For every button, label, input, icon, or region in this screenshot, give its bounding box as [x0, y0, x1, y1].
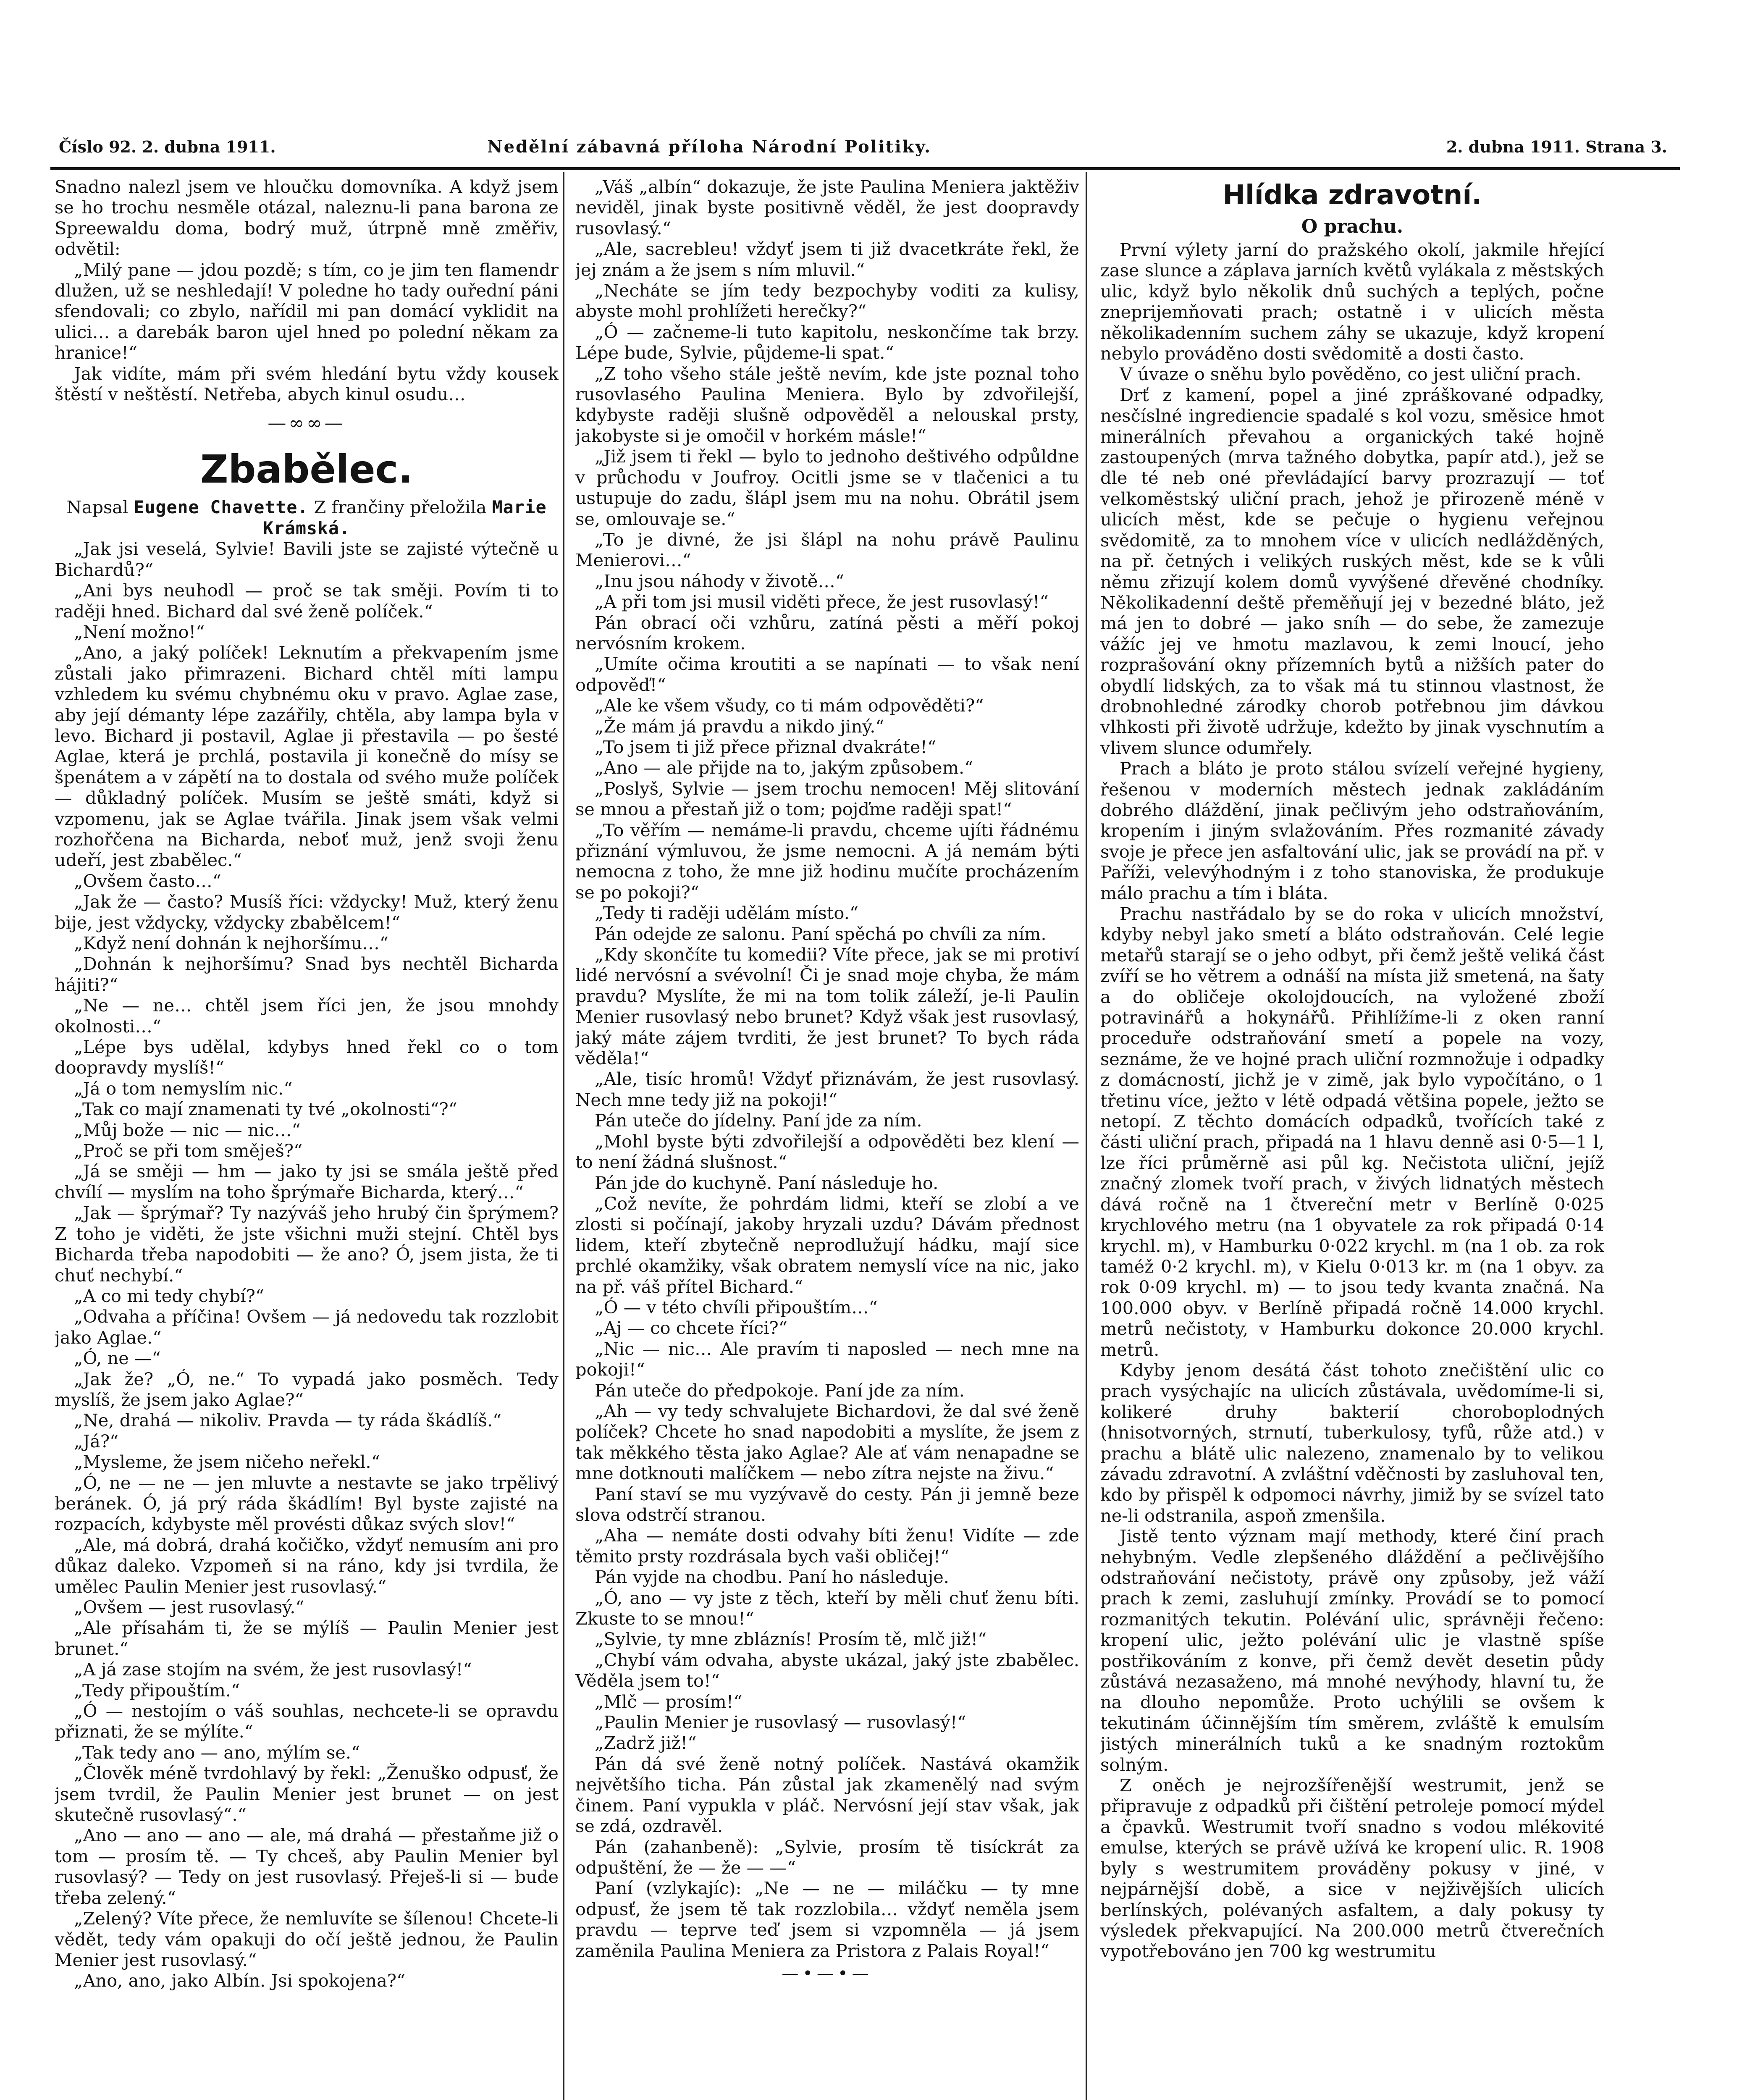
- byline: [55, 497, 559, 538]
- paragraph: „Ó — nestojím o váš souhlas, nechcete-li se opravdu přiznati, že se mýlíte.“: [55, 1701, 559, 1742]
- paragraph: Pán obrací oči vzhůru, zatíná pěsti a měří pokoj nervósním krokem.: [575, 612, 1079, 654]
- paragraph: „Tedy připouštím.“: [74, 1680, 240, 1701]
- byline-prefix: Napsal: [66, 497, 129, 518]
- paragraph: Paní staví se mu vyzývavě do cesty. Pán ji jemně beze slova odstrčí stranou.: [575, 1483, 1079, 1525]
- paragraph: „Mysleme, že jsem ničeho neřekl.“: [74, 1452, 380, 1473]
- section-title: Hlídka zdravotní.: [1223, 180, 1482, 211]
- ornament-divider: —∞∞—: [268, 412, 346, 434]
- paragraph: „Inu jsou náhody v životě…“: [595, 570, 845, 591]
- paragraph: Jistě tento význam mají methody, které činí prach nehybným. Vedle zlepšeného dláždění a pečlivějšího odstraňování nečistoty, právě ony způsoby, jež váží prach k zemi, zasluhují zmínky. Provádí se to pomocí rozmanitých tekutin. Polévání ulic, správněji řečeno: kropení ulic, ježto polévání ulic je vlastně spíše postřikováním z konve, při čemž devět desetin půdy zůstává nezasaženo, má mnohé nevýhody, hlavní tu, že na dlouho nepomůže. Proto uchýlili se ovšem k tekutinám účinnějším tím směrem, zvláště k emulsím jistých minerálních tuků a ke snadným roztokům solným.: [1100, 1526, 1604, 1775]
- paragraph: Z oněch je nejrozšířenější westrumit, jenž se připravuje z odpadků při čištění petroleje pomocí mýdel a čpavků. Westrumit tvoří snadno s vodou mlékovité emulse, kterých se právě užívá ke kropení ulic. R. 1908 byly s westrumitem prováděny pokusy v jiné, v nejpárnější době, a sice v nejživějších ulicích berlínských, polévaných asfaltem, a daly pokusy ty výsledek překvapující. Na 200.000 metrů čtverečních vypotřebováno jen 700 kg westrumitu: [1100, 1775, 1604, 1962]
- issue-info: Číslo 92. 2. dubna 1911.: [59, 137, 276, 156]
- paragraph: Pán uteče do předpokoje. Paní jde za ním.: [595, 1380, 965, 1401]
- paragraph: „Ó, ne —“: [74, 1348, 161, 1369]
- paragraph: „Můj bože — nic — nic…“: [74, 1119, 301, 1140]
- paragraph: „Ah — vy tedy schvalujete Bichardovi, že dal své ženě políček? Chcete ho snad napodobiti a myslíte, že jsem z tak měkkého těsta jako Aglae? Ale ať vám nenapadne se mne dotknouti malíčkem — nebo zítra nejste na živu.“: [575, 1400, 1079, 1484]
- column-2: [575, 176, 1079, 2100]
- column-3: [1100, 176, 1604, 2100]
- paragraph: „Sylvie, ty mne zbláznís! Prosím tě, mlč již!“: [595, 1629, 987, 1650]
- column-divider: [563, 172, 564, 2100]
- paragraph: „Mlč — prosím!“: [595, 1691, 742, 1712]
- paragraph: „To je divné, že jsi šlápl na nohu právě Paulinu Menierovi…“: [575, 529, 1079, 571]
- paragraph: „Zadrž již!“: [595, 1732, 697, 1754]
- paragraph: „Lépe bys udělal, kdybys hned řekl co o tom doopravdy myslíš!“: [55, 1037, 559, 1078]
- paragraph: „Já o tom nemyslím nic.“: [74, 1078, 293, 1099]
- paragraph: „To věřím — nemáme-li pravdu, chceme ujíti řádnému přiznání výmluvou, že jsme nemocni. A já nemám býti nemocna z toho, že mne již hodinu mučíte procházením se po pokoji?“: [575, 819, 1079, 903]
- paragraph: Pán (zahanbeně): „Sylvie, prosím tě tisíckrát za odpuštění, že — že — —“: [575, 1836, 1079, 1878]
- paragraph: Paní (vzlykajíc): „Ne — ne — miláčku — ty mne odpusť, že jsem tě tak rozzlobila… vždyť neměla jsem pravdu — teprve teď jsem si vzpomněla — já jsem zaměnila Paulina Meniera za Pristora z Palais Royal!“: [575, 1878, 1079, 1961]
- paragraph: „Ne, drahá — nikoliv. Pravda — ty ráda škádlíš.“: [74, 1410, 502, 1431]
- paragraph: „Ano, ano, jako Albín. Jsi spokojena?“: [74, 1970, 406, 1991]
- paragraph: „Dohnán k nejhoršímu? Snad bys nechtěl Bicharda hájiti?“: [55, 953, 559, 995]
- paragraph: „Mohl byste býti zdvořilejší a odpověděti bez klení — to není žádná slušnost.“: [575, 1131, 1079, 1173]
- paragraph: Prach a bláto je proto stálou svízelí veřejné hygieny, řešenou v moderních městech jednak zakládáním dobrého dláždění, jinak pečlivým jeho odstraňováním, kropením i jiným svlažováním. Přes rozmanité závady svoje je přece jen asfaltování ulic, jak se provádí na př. v Paříži, velevýhodným i z toho stanoviska, že produkuje málo prachu a tím i bláta.: [1100, 758, 1604, 903]
- paragraph: „Když není dohnán k nejhoršímu…“: [74, 933, 389, 953]
- paragraph: „Ó, ne — ne — jen mluvte a nestavte se jako trpělivý beránek. Ó, já prý ráda škádlím! Byl byste zajisté na rozpacích, kdybyste měl provésti důkaz svých slov!“: [55, 1472, 559, 1535]
- paragraph: „Tedy ti raději udělám místo.“: [595, 903, 859, 924]
- paragraph: Pán vyjde na chodbu. Paní ho následuje.: [595, 1567, 950, 1588]
- paragraph: „Kdy skončíte tu komedii? Víte přece, jak se mi protiví lidé nervósní a svévolní! Či je snad moje chyba, že mám pravdu? Myslíte, že mi na tom tolik záleží, je-li Paulin Menier rusovlasý nebo brunet? Když však jest rusovlasý, jaký máte zájem tvrditi, že jest brunet? To bych ráda věděla!“: [575, 944, 1079, 1069]
- paragraph: „A co mi tedy chybí?“: [74, 1285, 265, 1306]
- paragraph: „Ó — v této chvíli připouštím…“: [595, 1297, 878, 1318]
- end-ornament: —•—•—: [782, 1964, 873, 1983]
- paragraph: Pán jde do kuchyně. Paní následuje ho.: [595, 1172, 939, 1193]
- paragraph: „Proč se při tom směješ?“: [74, 1140, 303, 1161]
- article-text: [1100, 239, 1604, 1962]
- author: Eugene Chavette.: [134, 497, 309, 518]
- paragraph: „Ovšem — jest rusovlasý.“: [74, 1597, 304, 1617]
- paragraph: „Ale, tisíc hromů! Vždyť přiznávám, že jest rusovlasý. Nech mne tedy již na pokoji!“: [575, 1068, 1079, 1110]
- publication-title: Nedělní zábavná příloha Národní Politiky.: [487, 137, 931, 157]
- header-rule: [50, 167, 1680, 170]
- story-title: Zbabělec.: [200, 447, 413, 492]
- paragraph: „A při tom jsi musil viděti přece, že jest rusovlasý!“: [595, 591, 1049, 612]
- paragraph: „Ale ke všem všudy, co ti mám odpověděti?“: [595, 695, 984, 716]
- paragraph: „Aha — nemáte dosti odvahy bíti ženu! Vidíte — zde těmito prsty rozdrásala bych vaši obličej!“: [575, 1525, 1079, 1567]
- paragraph: Jak vidíte, mám při svém hledání bytu vždy kousek štěstí v neštěstí. Netřeba, abych kinul osudu…: [55, 363, 559, 405]
- byline-mid: Z frančiny přeložila: [314, 497, 487, 518]
- paragraph: V úvaze o sněhu bylo pověděno, co jest uliční prach.: [1120, 364, 1582, 385]
- paragraph: „Chybí vám odvaha, abyste ukázal, jaký jste zbabělec. Věděla jsem to!“: [575, 1649, 1079, 1691]
- paragraph: Pán dá své ženě notný políček. Nastává okamžik největšího ticha. Pán zůstal jak zkamenělý nad svým činem. Paní vypukla v pláč. Nervósní její stav však, jak se zdá, ozdravěl.: [575, 1753, 1079, 1837]
- paragraph: „Paulin Menier je rusovlasý — rusovlasý!“: [595, 1712, 966, 1733]
- paragraph: „Že mám já pravdu a nikdo jiný.“: [595, 716, 884, 737]
- paragraph: „Ano — ano — ano — ale, má drahá — přestaňme již o tom — prosím tě. — Ty chceš, aby Paulin Menier byl rusovlasý? — Tedy on jest rusovlasý. Přeješ-li si — bude třeba zelený.“: [55, 1825, 559, 1908]
- paragraph: „Tak tedy ano — ano, mýlím se.“: [74, 1742, 360, 1763]
- paragraph: „Umíte očima kroutiti a se napínati — to však není odpověď!“: [575, 654, 1079, 695]
- paragraph: „Ale, sacrebleu! vždyť jsem ti již dvacetkráte řekl, že jej znám a že jsem s ním mluvil.“: [575, 239, 1079, 280]
- paragraph: „Ale přísahám ti, že se mýlíš — Paulin Menier jest brunet.“: [55, 1617, 559, 1659]
- paragraph: „Jak — šprýmař? Ty nazýváš jeho hrubý čin šprýmem? Z toho je viděti, že jste všichni muži stejní. Chtěl bys Bicharda třeba napodobiti — že ano? Ó, jsem jista, že ti chuť nechybí.“: [55, 1202, 559, 1286]
- paragraph: „Odvaha a příčina! Ovšem — já nedovedu tak rozzlobit jako Aglae.“: [55, 1306, 559, 1348]
- paragraph: „To jsem ti již přece přiznal dvakráte!“: [595, 736, 937, 757]
- paragraph: Pán uteče do jídelny. Paní jde za ním.: [595, 1110, 922, 1131]
- paragraph: První výlety jarní do pražského okolí, jakmile hřející zase slunce a záplava jarních květů vylákala z městských ulic, když bylo několik dnů suchých a teplých, počne zneprijemňovati prach; ostatně i v ulicích města několikadenním suchem záhy se ukazuje, když kropení nebylo prováděno dosti svědomitě a dosti často.: [1100, 239, 1604, 364]
- paragraph: „Tak co mají znamenati ty tvé „okolnosti“?“: [74, 1099, 457, 1120]
- paragraph: „Poslyš, Sylvie — jsem trochu nemocen! Měj slitování se mnou a přestaň již o tom; pojďme raději spat!“: [575, 778, 1079, 820]
- paragraph: „Milý pane — jdou pozdě; s tím, co je jim ten flamendr dlužen, už se neshledají! V poledne ho tady ouřední páni sfendovali; co zbylo, nařídil mi pan domácí vyklidit na ulici… a darebák baron ujel hned po polední někam za hranice!“: [55, 259, 559, 363]
- paragraph: „A já zase stojím na svém, že jest rusovlasý!“: [74, 1659, 472, 1680]
- paragraph: Snadno nalezl jsem ve hloučku domovníka. A když jsem se ho trochu nesměle otázal, naleznu-li pana barona ze Spreewaldu doma, bodrý muž, útrpně mně změřiv, odvětil:: [55, 176, 559, 260]
- paragraph: „Není možno!“: [74, 621, 205, 642]
- paragraph: „Necháte se jím tedy bezpochyby voditi za kulisy, abyste mohl prohlížeti herečky?“: [575, 280, 1079, 322]
- paragraph: „Ne — ne… chtěl jsem říci jen, že jsou mnohdy okolnosti…“: [55, 995, 559, 1037]
- paragraph: „Ó, ano — vy jste z těch, kteří by měli chuť ženu bíti. Zkuste to se mnou!“: [575, 1587, 1079, 1629]
- paragraph: Prachu nastřádalo by se do roka v ulicích množství, kdyby nebyl jako smetí a bláto odstraňován. Celé legie metařů starají se o jeho odbyt, při čemž ještě veliká část zvíří se ho větrem a odnáší na místa již smetená, na šaty a do obličeje okolojdoucích, na vyložené zboží potravinářů a hokynářů. Přihlížíme-li z oken ranní proceduře odstraňování smetí a popele na vozy, seznáme, že ve hojné prach uliční rozmnožuje i odpadky z domácností, jichž je v zimě, jak bylo vypočítáno, o 1 třetinu více, ježto v létě odpadá většina popele, ježto se netopí. Z těchto domácích odpadků, tvořících také z části uliční prach, připadá na 1 hlavu denně asi 0·5—1 l, lze říci průměrně asi půl kg. Nečistota uliční, jejíž značný zlomek tvoří prach, v živých lidnatých městech dává ročně na 1 čtvereční metr v Berlíně 0·025 krychlového metru (na 1 obyvatele za rok připadá 0·14 krychl. m), v Hamburku 0·022 krychl. m (na 1 ob. za rok taméž 0·2 krychl. m), v Kielu 0·013 kr. m (na 1 obyv. za rok 0·09 krychl. m) — to jsou tedy kvanta značná. Na 100.000 obyv. v Berlíně připadá ročně 14.000 krychl. metrů nečistoty, v Hamburku dokonce 20.000 krychl. metrů.: [1100, 903, 1604, 1360]
- paragraph: „Jak že? „Ó, ne.“ To vypadá jako posměch. Tedy myslíš, že jsem jako Aglae?“: [55, 1368, 559, 1410]
- paragraph: „Ani bys neuhodl — proč se tak směji. Povím ti to raději hned. Bichard dal své ženě políček.“: [55, 580, 559, 622]
- paragraph: „Aj — co chcete říci?“: [595, 1318, 787, 1339]
- paragraph: „Ano — ale přijde na to, jakým způsobem.“: [595, 757, 973, 778]
- paragraph: „Již jsem ti řekl — bylo to jednoho deštivého odpůldne v průchodu v Joufroy. Ocitli jsme se v tlačenici a tu ustupuje do zadu, šlápl jsem mu na nohu. Obrátil jsem se, omlouvaje se.“: [575, 446, 1079, 529]
- page-number: 2. dubna 1911. Strana 3.: [1446, 137, 1667, 156]
- article-subtitle: O prachu.: [1301, 216, 1404, 237]
- paragraph: „Váš „albín“ dokazuje, že jste Paulina Meniera jaktěživ neviděl, jinak byste positivně věděl, že jest doopravdy rusovlasý.“: [575, 176, 1079, 239]
- paragraph: Pán odejde ze salonu. Paní spěchá po chvíli za ním.: [595, 923, 1047, 944]
- paragraph: „Z toho všeho stále ještě nevím, kde jste poznal toho rusovlasého Paulina Meniera. Bylo by zdvořilejší, kdybyste raději slušně odpověděl a nelouskal prsty, jakobyste si je omočil v horkém másle!“: [575, 363, 1079, 446]
- paragraph: „Nic — nic… Ale pravím ti naposled — nech mne na pokoji!“: [575, 1338, 1079, 1380]
- paragraph: Kdyby jenom desátá část tohoto znečištění ulic co prach vysýchajíc na ulicích zůstávala, uvědomíme-li si, kolikeré druhy bakterií choroboplodných (hnisotvorných, strnutí, tuberkulosy, tyfů, růže atd.) v prachu a blátě ulic nalezeno, znamenalo by to velikou závadu zdravotní. A zvláštní vděčnosti by zasluhoval ten, kdo by přispěl k odpomoci návrhy, jimiž by se svízel tato ne-li odstranila, aspoň zmenšila.: [1100, 1360, 1604, 1526]
- story-text: [55, 538, 559, 1991]
- translator: Marie Krámská.: [263, 497, 547, 538]
- paragraph: „Jak že — často? Musíš říci: vždycky! Muž, který ženu bije, jest vždycky, vždycky zbabělcem!“: [55, 891, 559, 933]
- paragraph: „Ale, má dobrá, drahá kočičko, vždyť nemusím ani pro důkaz daleko. Vzpomeň si na ráno, kdy jsi tvrdila, že umělec Paulin Menier jest rusovlasý.“: [55, 1534, 559, 1597]
- paragraph: „Což nevíte, že pohrdám lidmi, kteří se zlobí a ve zlosti si počínají, jakoby hryzali uzdu? Dávám přednost lidem, kteří zbytečně neprodlužují hádku, mají sice prchlé okamžiky, však obratem nemyslí více na nic, jako na př. váš přítel Bichard.“: [575, 1193, 1079, 1297]
- page-header: [50, 130, 1680, 164]
- paragraph: „Ano, a jaký políček! Leknutím a překvapením jsme zůstali jako přimrazeni. Bichard chtěl míti lampu vzhledem ku svému chybnému oku v pravo. Aglae zase, aby její démanty lépe zazářily, chtěla, aby lampa byla v levo. Bichard ji postavil, Aglae ji přestavila — po šesté Aglae, která je prchlá, postavila ji konečně do mísy se špenátem a v zápětí na to dostala od svého muže políček — důkladný políček. Musím se ještě smáti, když si vzpomenu, jak se Aglae tvářila. Jinak jsem však velmi rozhořčena na Bicharda, neboť muž, jenž svoji ženu udeří, jest zbabělec.“: [55, 642, 559, 871]
- paragraph: „Ovšem často…“: [74, 870, 222, 891]
- paragraph: „Jak jsi veselá, Sylvie! Bavili jste se zajisté výtečně u Bichardů?“: [55, 538, 559, 580]
- paragraph: „Já?“: [74, 1431, 119, 1452]
- paragraph: „Člověk méně tvrdohlavý by řekl: „Ženuško odpusť, že jsem tvrdil, že Paulin Menier jest brunet — on jest skutečně rusovlasý“.“: [55, 1763, 559, 1825]
- paragraph: Drť z kamení, popel a jiné zpráškované odpadky, nesčíslné ingrediencie spadalé s kol vozu, směsice hmot minerálních převahou a organických také hojně zastoupených (mrva tažného dobytka, papír atd.), jež se dle té neb oné převládající barvy prozrazují — toť velkoměstský uliční prach, jehož je přirozeně méně v ulicích měst, kde se pečuje o hygienu veřejnou svědomitě, za to mnohem více v ulicích nedlážděných, na př. četných i velikých ruských měst, kde se k vůli němu zřizují kolem domů vyvýšené dřevěné chodníky. Několikadenní deště přeměňují jej v bezedné bláto, jež má jen to dobré — jako sníh — do sebe, že zamezuje vážíc jej ve hmotu mazlavou, k zemi lnoucí, jeho rozprašování okny přízemních bytů a nižších pater do obydlí lidských, za to však má tu stinnou vlastnost, že drobnohledné zárodky chorob potřebnou jim dávkou vlhkosti při životě udržuje, kdežto by jinak vyschnutím a vlivem slunce odumřely.: [1100, 384, 1604, 758]
- paragraph: „Zelený? Víte přece, že nemluvíte se šílenou! Chcete-li vědět, tedy vám opakuji do očí ještě jednou, že Paulin Menier jest rusovlasý.“: [55, 1908, 559, 1970]
- paragraph: „Já se směji — hm — jako ty jsi se smála ještě před chvílí — myslím na toho šprýmaře Bicharda, který…“: [55, 1161, 559, 1202]
- column-divider: [1086, 172, 1087, 2100]
- paragraph: „Ó — začneme-li tuto kapitolu, neskončíme tak brzy. Lépe bude, Sylvie, půjdeme-li spat.“: [575, 321, 1079, 363]
- story-text: [575, 176, 1079, 1961]
- column-1: [55, 176, 559, 2100]
